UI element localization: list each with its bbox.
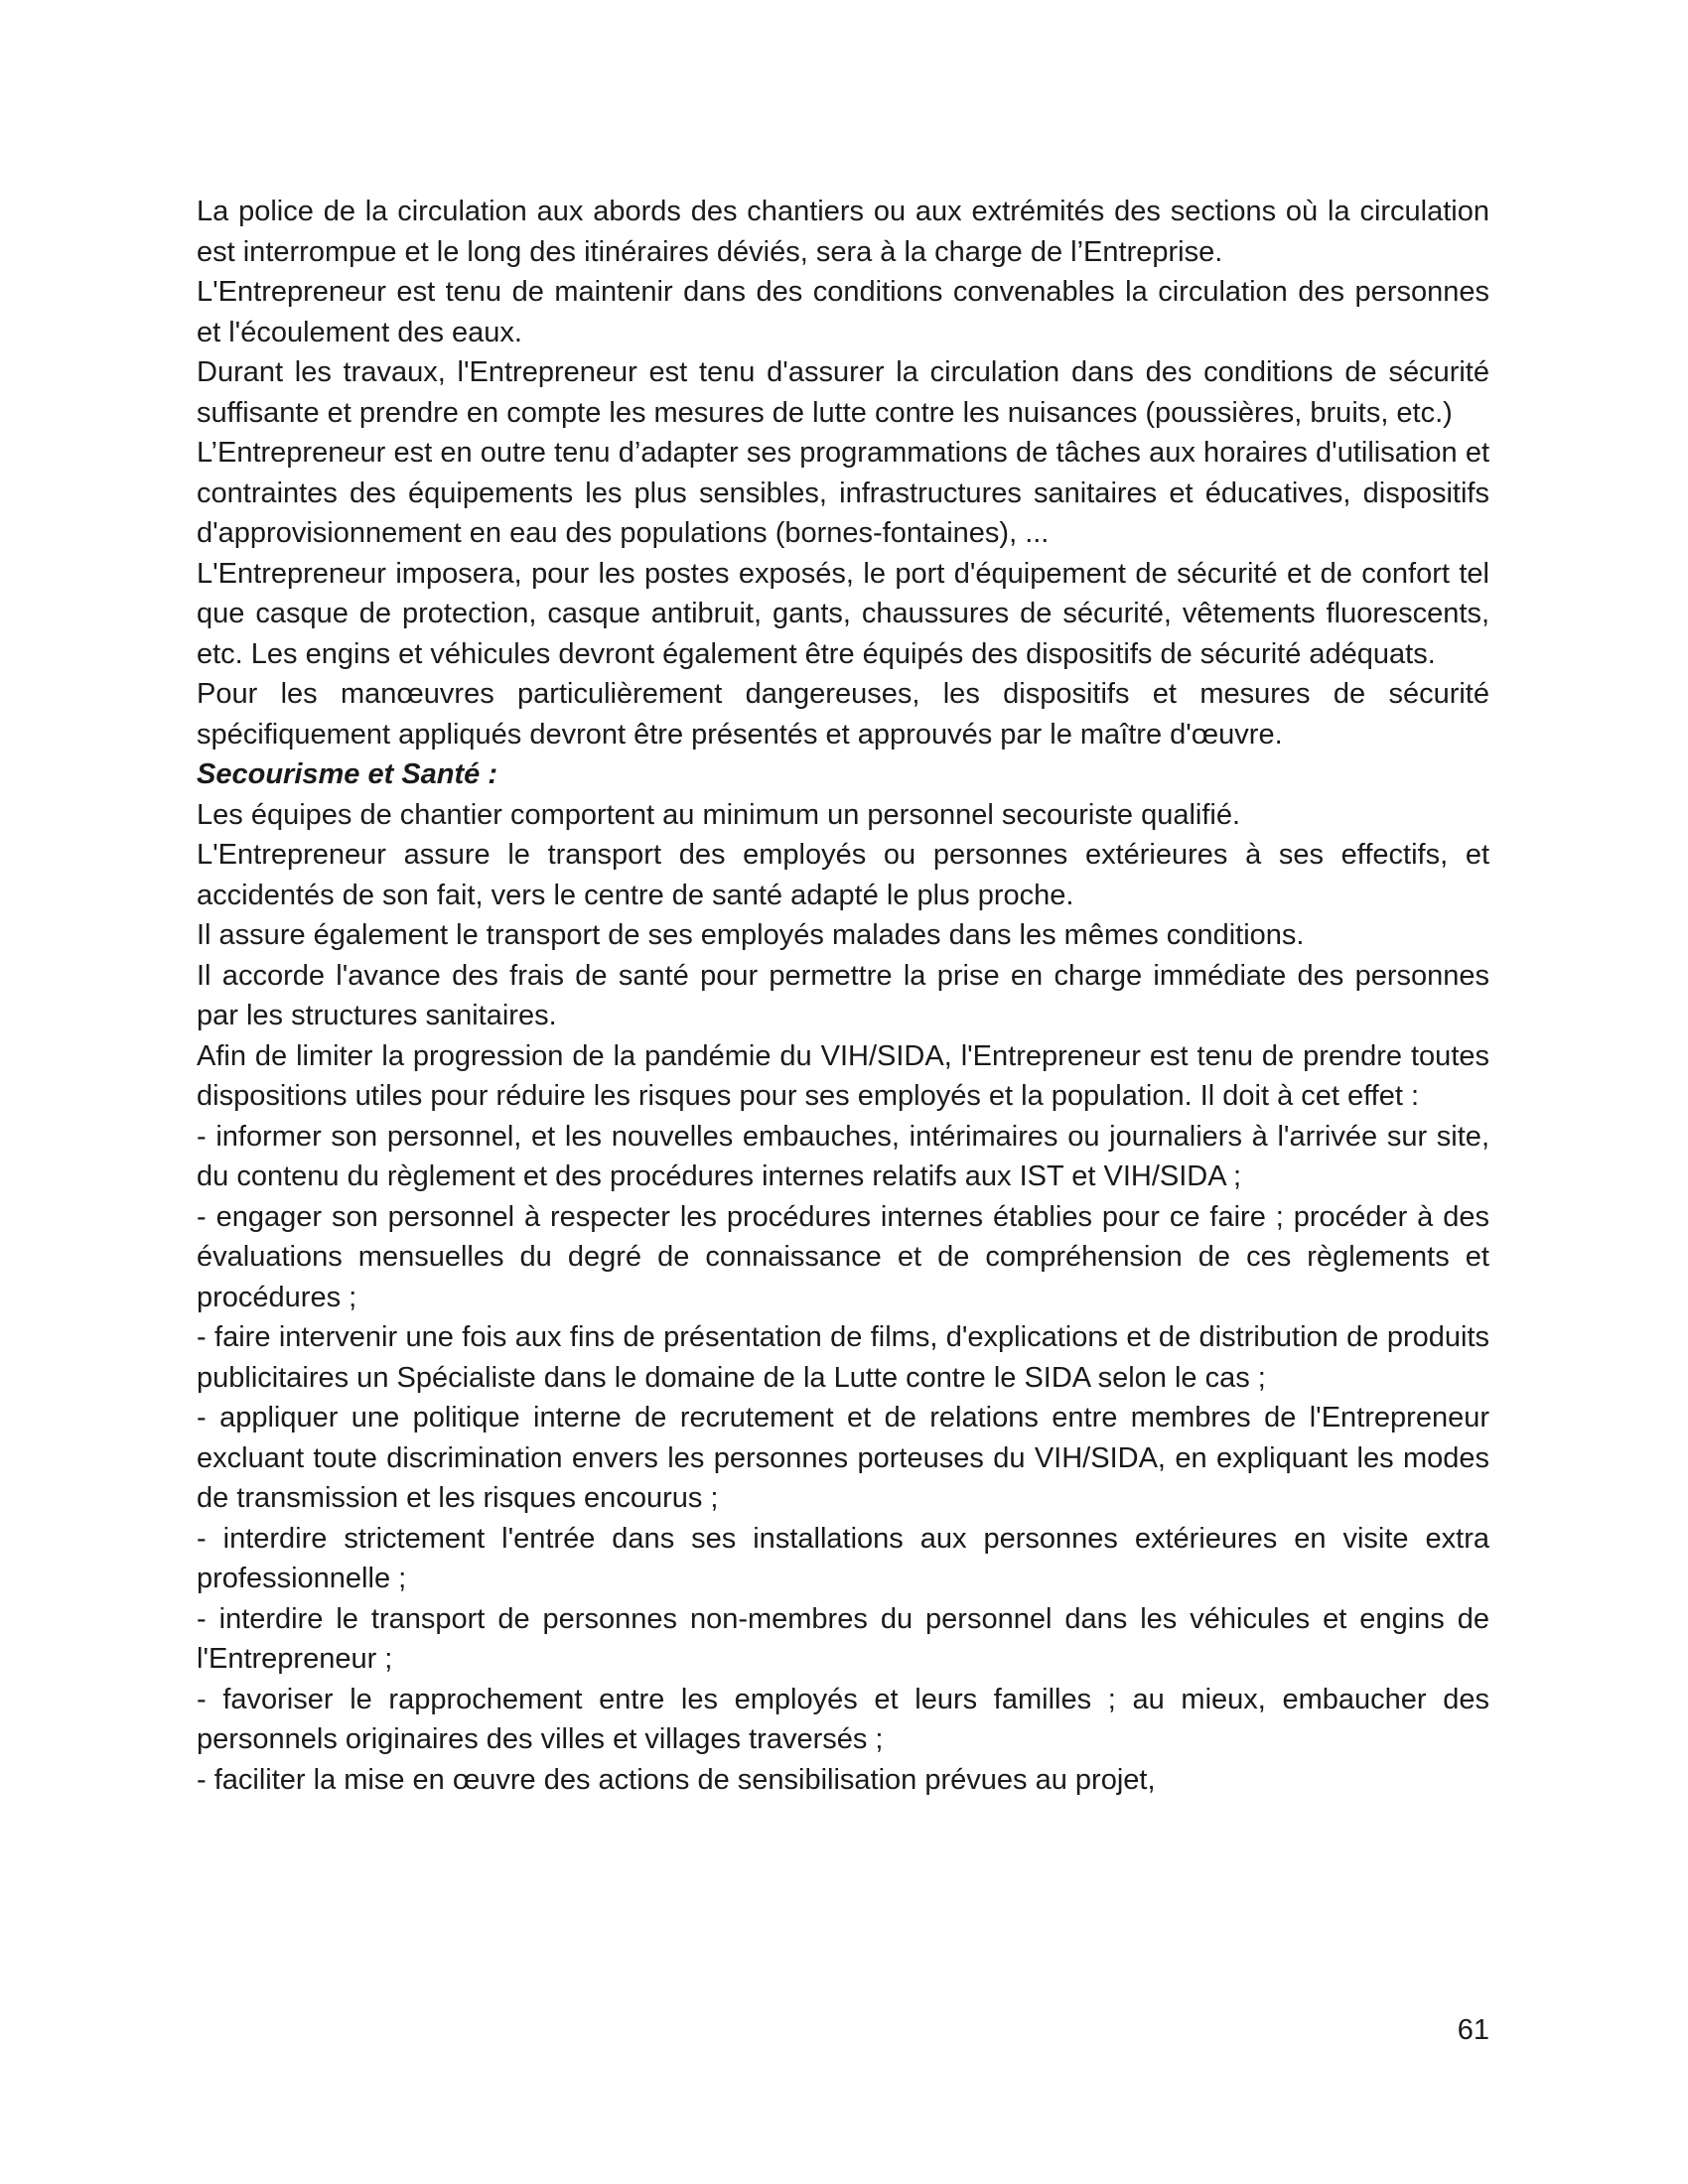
list-item-awareness-actions: - faciliter la mise en œuvre des actions de sensibilisation prévues au projet, — [197, 1763, 1156, 1796]
page-number: 61 — [1457, 2014, 1489, 2046]
paragraph-safety-equipment: L'Entrepreneur imposera, pour les postes exposés, le port d'équipement de sécurité et de confort tel que casque de protection, casque antibruit, gants, chaussures de sécurité, vêtements fluorescents, etc. Les engins et véhicules devront également être équipés des dispositifs de sécurité adéquats. — [197, 557, 1489, 670]
paragraph-sick-transport: Il assure également le transport de ses employés malades dans les mêmes conditions. — [197, 919, 1305, 951]
list-item-restrict-entry: - interdire strictement l'entrée dans ses installations aux personnes extérieures en visite extra professionnelle ; — [197, 1522, 1489, 1594]
paragraph-traffic-police: La police de la circulation aux abords des chantiers ou aux extrémités des sections où la circulation est interrompue et le long des itinéraires déviés, sera à la charge de l’Entreprise. — [197, 196, 1489, 268]
section-heading-first-aid: Secourisme et Santé : — [197, 758, 497, 790]
paragraph-injured-transport: L'Entrepreneur assure le transport des employés ou personnes extérieures à ses effectifs, et accidentés de son fait, vers le centre de santé adapté le plus proche. — [197, 839, 1489, 911]
list-item-recruitment-policy: - appliquer une politique interne de recrutement et de relations entre membres de l'Entrepreneur excluant toute discrimination envers les personnes porteuses du VIH/SIDA, en expliquant les modes de transmission et les risques encourus ; — [197, 1402, 1489, 1514]
list-item-engage-staff: - engager son personnel à respecter les procédures internes établies pour ce faire ; procéder à des évaluations mensuelles du degré de connaissance et de compréhension de ces règlements et procédures ; — [197, 1200, 1489, 1313]
list-item-restrict-transport: - interdire le transport de personnes non-membres du personnel dans les véhicules et engins de l'Entrepreneur ; — [197, 1602, 1489, 1675]
paragraph-dangerous-maneuvers: Pour les manœuvres particulièrement dangereuses, les dispositifs et mesures de sécurité spécifiquement appliqués devront être présentés et approuvés par le maître d'œuvre. — [197, 678, 1489, 751]
paragraph-task-scheduling: L’Entrepreneur est en outre tenu d’adapter ses programmations de tâches aux horaires d'utilisation et contraintes des équipements les plus sensibles, infrastructures sanitaires et éducatives, dispositifs d'approvisionnement en eau des populations (bornes-fontaines), ... — [197, 437, 1489, 549]
paragraph-health-costs: Il accorde l'avance des frais de santé pour permettre la prise en charge immédiate des personnes par les structures sanitaires. — [197, 959, 1489, 1031]
paragraph-hiv-prevention: Afin de limiter la progression de la pandémie du VIH/SIDA, l'Entrepreneur est tenu de prendre toutes dispositions utiles pour réduire les risques pour ses employés et la population. Il doit à cet effet : — [197, 1039, 1489, 1112]
document-body — [197, 192, 1489, 1800]
paragraph-circulation-maintenance: L'Entrepreneur est tenu de maintenir dans des conditions convenables la circulation des personnes et l'écoulement des eaux. — [197, 276, 1489, 348]
list-item-inform-staff: - informer son personnel, et les nouvelles embauches, intérimaires ou journaliers à l'arrivée sur site, du contenu du règlement et des procédures internes relatifs aux IST et VIH/SIDA ; — [197, 1120, 1489, 1192]
list-item-specialist: - faire intervenir une fois aux fins de présentation de films, d'explications et de distribution de produits publicitaires un Spécialiste dans le domaine de la Lutte contre le SIDA selon le cas ; — [197, 1321, 1489, 1394]
paragraph-first-aid-staff: Les équipes de chantier comportent au minimum un personnel secouriste qualifié. — [197, 798, 1241, 831]
paragraph-works-safety: Durant les travaux, l'Entrepreneur est tenu d'assurer la circulation dans des conditions de sécurité suffisante et prendre en compte les mesures de lutte contre les nuisances (poussières, bruits, etc.) — [197, 356, 1489, 429]
list-item-family-proximity: - favoriser le rapprochement entre les employés et leurs familles ; au mieux, embaucher des personnels originaires des villes et villages traversés ; — [197, 1683, 1489, 1755]
